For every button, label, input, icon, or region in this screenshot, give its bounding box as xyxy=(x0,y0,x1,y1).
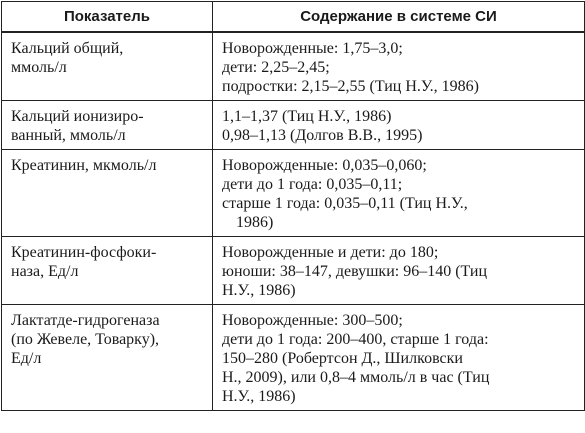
table-row xyxy=(2,150,585,237)
indicator-cell xyxy=(2,150,213,237)
column-header-si-value: Содержание в системе СИ xyxy=(213,2,585,33)
value-text: Н.У., 1986) xyxy=(222,282,296,299)
value-cell xyxy=(213,32,585,101)
value-text: 1,1–1,37 (Тиц Н.У., 1986) xyxy=(222,108,392,125)
value-text: дети до 1 года: 0,035–0,11; xyxy=(222,176,403,193)
column-header-indicator: Показатель xyxy=(2,2,213,33)
value-text: Новорожденные: 1,75–3,0; xyxy=(222,40,403,57)
table-row xyxy=(2,101,585,150)
value-text: старше 1 года: 0,035–0,11 (Тиц Н.У., xyxy=(222,195,468,212)
indicator-text: Лактатде-гидрогеназа xyxy=(11,312,160,329)
value-text: подростки: 2,15–2,55 (Тиц Н.У., 1986) xyxy=(222,78,479,95)
value-text: Н., 2009), или 0,8–4 ммоль/л в час (Тиц xyxy=(222,369,490,386)
value-cell xyxy=(213,237,585,305)
value-cell xyxy=(213,101,585,150)
indicator-text: (по Жевеле, Товарку), xyxy=(11,331,160,348)
indicator-text: Кальций общий, xyxy=(11,40,124,57)
value-text: дети до 1 года: 200–400, старше 1 года: xyxy=(222,331,489,348)
indicator-text: Кальций ионизиро- xyxy=(11,108,144,125)
reference-values-table xyxy=(1,1,585,411)
indicator-text: ванный, ммоль/л xyxy=(11,127,126,144)
value-text: Н.У., 1986) xyxy=(222,388,296,405)
value-text: Новорожденные: 0,035–0,060; xyxy=(222,157,427,174)
value-text: 150–280 (Робертсон Д., Шилковски xyxy=(222,350,463,367)
indicator-cell xyxy=(2,305,213,411)
indicator-text: Ед/л xyxy=(11,350,42,367)
indicator-text: ммоль/л xyxy=(11,59,67,76)
value-text: юноши: 38–147, девушки: 96–140 (Тиц xyxy=(222,263,488,280)
indicator-text: Креатинин, мкмоль/л xyxy=(11,157,157,174)
value-text: 1986) xyxy=(236,214,274,231)
indicator-cell xyxy=(2,101,213,150)
indicator-cell xyxy=(2,237,213,305)
table-header-row xyxy=(2,2,585,33)
value-cell xyxy=(213,150,585,237)
value-text: 0,98–1,13 (Долгов В.В., 1995) xyxy=(222,127,423,144)
value-text: Новорожденные и дети: до 180; xyxy=(222,244,439,261)
table-row xyxy=(2,305,585,411)
table-row xyxy=(2,237,585,305)
table-row xyxy=(2,32,585,101)
value-text: Новорожденные: 300–500; xyxy=(222,312,403,329)
indicator-cell xyxy=(2,32,213,101)
value-cell xyxy=(213,305,585,411)
value-text: дети: 2,25–2,45; xyxy=(222,59,330,76)
indicator-text: Креатинин-фосфоки- xyxy=(11,244,157,261)
indicator-text: наза, Ед/л xyxy=(11,263,79,280)
